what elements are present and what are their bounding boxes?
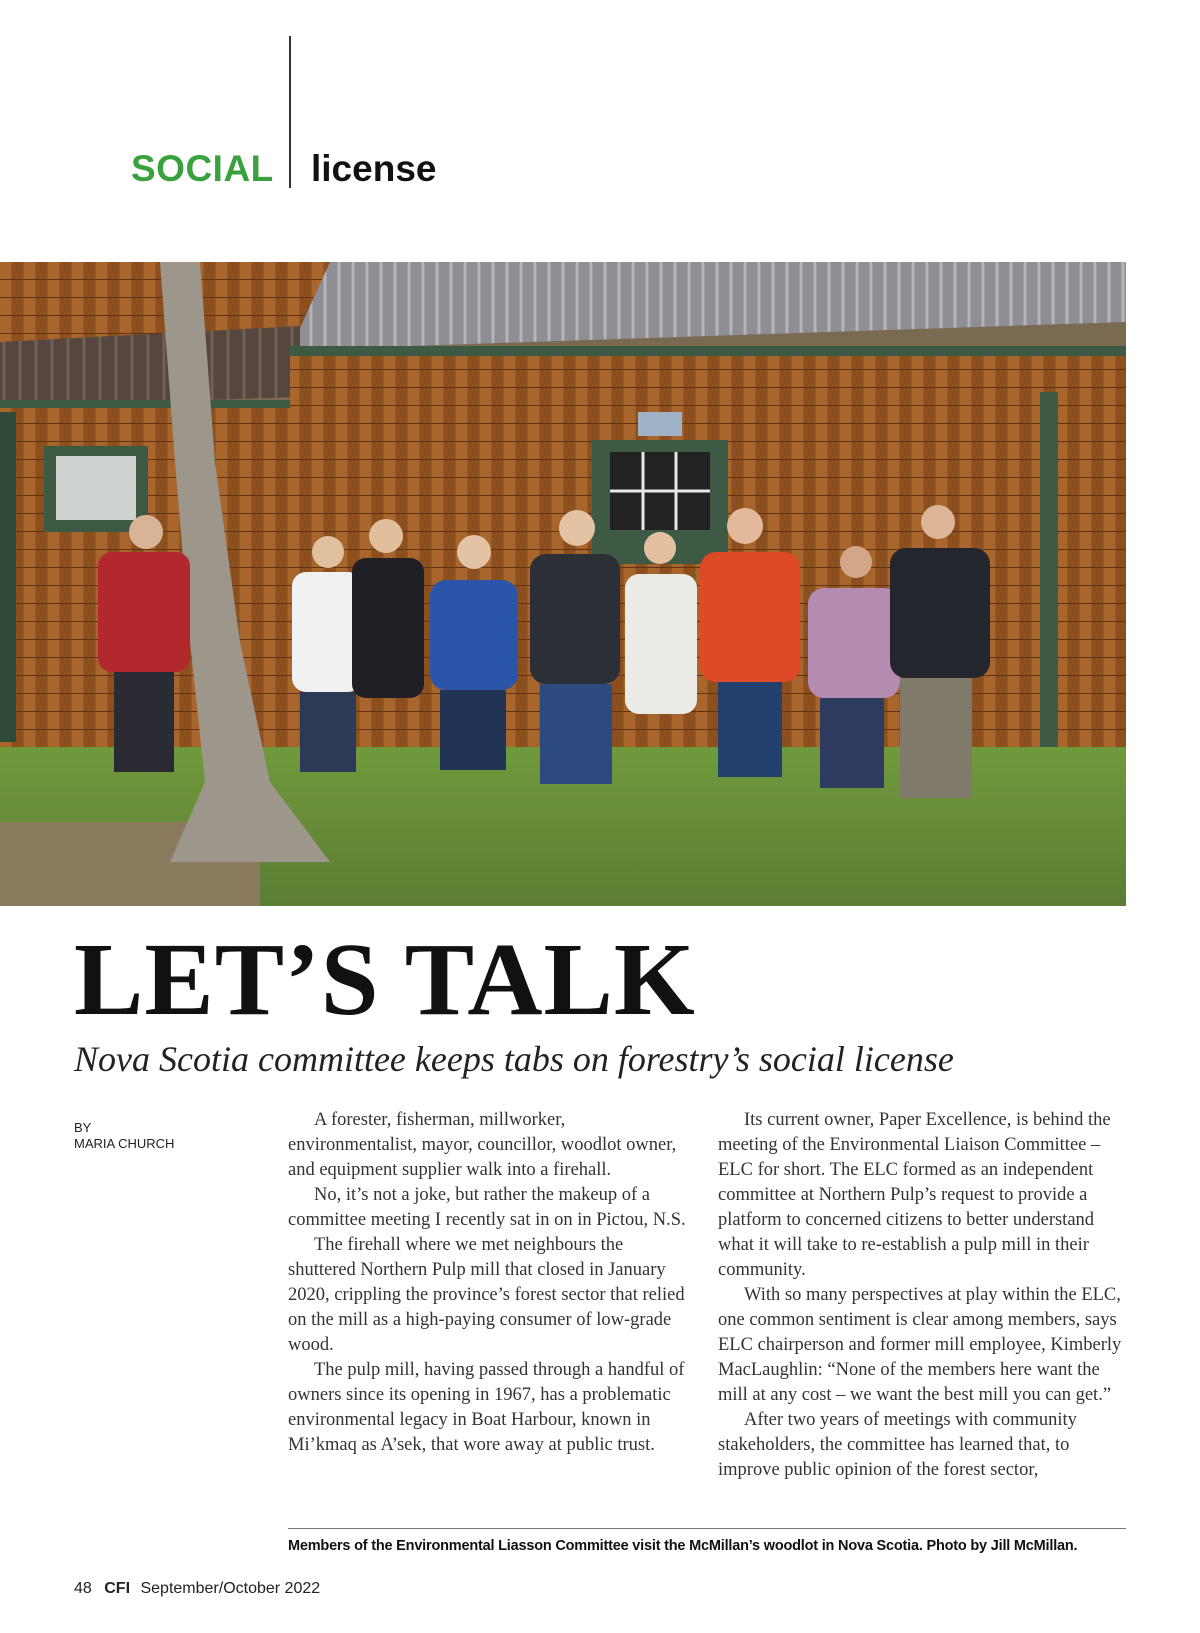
photo-caption: Members of the Environmental Liasson Committee visit the McMillan’s woodlot in Nova Scotia. Photo by Jill McMillan. [288, 1538, 1078, 1554]
group-photo [0, 262, 1126, 906]
paragraph: A forester, fisherman, millworker, environmentalist, mayor, councillor, woodlot owner, and equipment supplier walk into a firehall. [288, 1110, 677, 1180]
headline: LET’S TALK [74, 922, 696, 1037]
paragraph: The pulp mill, having passed through a handful of owners since its opening in 1967, has a problematic environmental legacy in Boat Harbour, known in Mi’kmaq as A’sek, that wore away at public trust. [288, 1360, 685, 1455]
byline-author: MARIA CHURCH [74, 1136, 175, 1151]
paragraph: The firehall where we met neighbours the shuttered Northern Pulp mill that closed in January 2020, crippling the province’s forest sector that relied on the mill as a high-paying consumer of low-grade wood. [288, 1235, 685, 1355]
issue-date: September/October 2022 [140, 1580, 321, 1597]
paragraph: After two years of meetings with community stakeholders, the committee has learned that, to improve public opinion of the forest sector, [718, 1410, 1077, 1480]
byline [74, 1120, 174, 1152]
section-divider [289, 36, 291, 188]
subheadline: Nova Scotia committee keeps tabs on forestry’s social license [74, 1039, 954, 1079]
body-column-2 [718, 1108, 1128, 1483]
caption-divider [288, 1528, 1126, 1529]
byline-prefix: BY [74, 1120, 92, 1135]
section-label-secondary: license [311, 148, 437, 189]
paragraph: With so many perspectives at play within the ELC, one common sentiment is clear among members, says ELC chairperson and former mill employee, Kimberly MacLaughlin: “None of the members here want the mill at any cost – we want the best mill you can get.” [718, 1285, 1122, 1405]
paragraph: Its current owner, Paper Excellence, is behind the meeting of the Environmental Liaison Committee – ELC for short. The ELC formed as an independent committee at Northern Pulp’s request to provide a platform to concerned citizens to better understand what it will take to re-establish a pulp mill in their community. [718, 1110, 1111, 1280]
body-column-1 [288, 1108, 688, 1458]
paragraph: No, it’s not a joke, but rather the makeup of a committee meeting I recently sat in on in Pictou, N.S. [288, 1185, 686, 1230]
section-label-primary: SOCIAL [131, 148, 274, 189]
page-number: 48 [74, 1580, 92, 1597]
magazine-name: CFI [104, 1580, 131, 1597]
page-footer [74, 1580, 320, 1598]
